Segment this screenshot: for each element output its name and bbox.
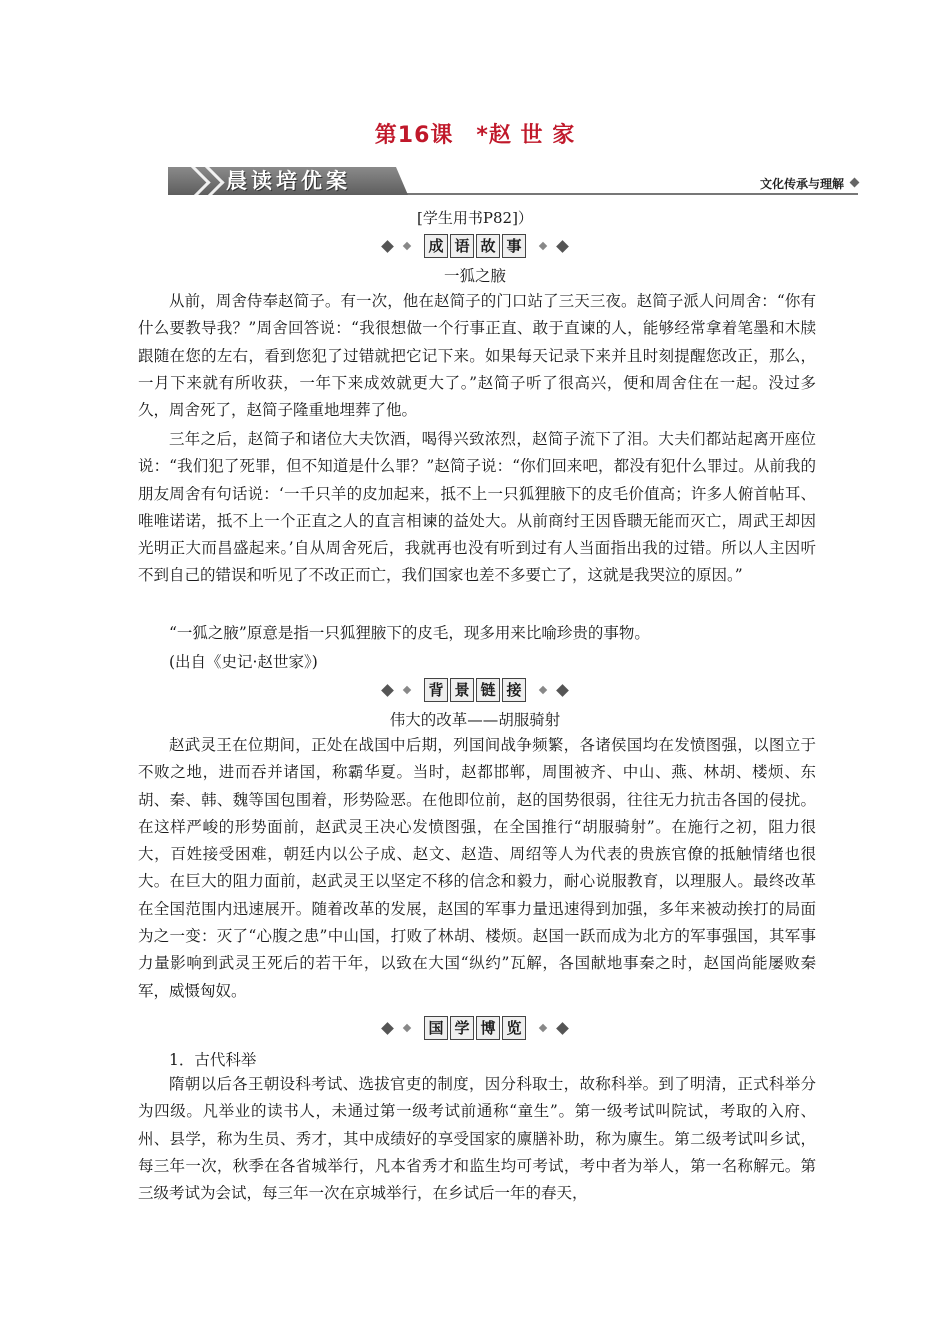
diamond-icon	[539, 1024, 547, 1032]
heading-char: 博	[476, 1016, 500, 1040]
diamond-icon	[403, 242, 411, 250]
diamond-icon	[556, 1022, 569, 1035]
paragraph: 赵武灵王在位期间，正处在战国中后期，列国间战争频繁，各诸侯国均在发愤图强，以图立于不败之地，进而吞并诸国，称霸华夏。当时，赵都邯郸，周围被齐、中山、燕、林胡、楼烦、东胡、秦、韩、魏等国包围着，形势险恶。在他即位前，赵的国势很弱，往往无力抗击各国的侵扰。在这样严峻的形势面前，赵武灵王决心发愤图强，在全国推行“胡服骑射”。在施行之初，阻力很大，百姓接受困难，朝廷内以公子成、赵文、赵造、周绍等人为代表的贵族官僚的抵触情绪也很大。在巨大的阻力面前，赵武灵王以坚定不移的信念和毅力，耐心说服教育，以理服人。最终改革在全国范围内迅速展开。随着改革的发展，赵国的军事力量迅速得到加强，多年来被动挨打的局面为之一变：灭了“心腹之患”中山国，打败了林胡、楼烦。赵国一跃而成为北方的军事强国，其军事力量影响到武灵王死后的若干年，以致在大国“纵约”瓦解，各国献地事秦之时，赵国尚能屡败秦军，威慑匈奴。	[138, 736, 816, 1000]
diamond-icon	[539, 242, 547, 250]
diamond-icon	[403, 686, 411, 694]
section-heading-classics	[0, 1017, 950, 1039]
diamond-icon	[539, 686, 547, 694]
heading-char: 景	[450, 678, 474, 702]
diamond-icon	[381, 684, 394, 697]
banner-label: 晨读培优案	[226, 169, 351, 193]
paragraph: 三年之后，赵简子和诸位大夫饮酒，喝得兴致浓烈，赵简子流下了泪。大夫们都站起离开座位说：“我们犯了死罪，但不知道是什么罪？”赵简子说：“你们回来吧，都没有犯什么罪过。从前我的朋友周舍有句话说：‘一千只羊的皮加起来，抵不上一只狐狸腋下的皮毛价值高；许多人俯首帖耳、唯唯诺诺，抵不上一个正直之人的直言相谏的益处大。从前商纣王因昏聩无能而灭亡，周武王却因光明正大而昌盛起来。’自从周舍死后，我就再也没有听到过有人当面指出我的过错。所以人主因听不到自己的错误和听见了不改正而亡，我们国家也差不多要亡了，这就是我哭泣的原因。”	[138, 430, 816, 585]
heading-char: 背	[424, 678, 448, 702]
paragraph: 隋朝以后各王朝设科考试、选拔官吏的制度，因分科取士，故称科举。到了明清，正式科举分为四级。凡举业的读书人，未通过第一级考试前通称“童生”。第一级考试叫院试，考取的入府、州、县学，称为生员、秀才，其中成绩好的享受国家的廪膳补助，称为廪生。第二级考试叫乡试，每三年一次，秋季在各省城举行，凡本省秀才和监生均可考试，考中者为举人，第一名称解元。第三级考试为会试，每三年一次在京城举行，在乡试后一年的春天，	[138, 1075, 816, 1203]
section-subtitle: 一狐之腋	[443, 267, 506, 285]
heading-char: 成	[424, 234, 448, 258]
item-title: 1．古代科举	[169, 1051, 257, 1069]
diamond-icon	[381, 240, 394, 253]
section-heading-idiom-story	[0, 235, 950, 257]
diamond-icon	[403, 1024, 411, 1032]
banner-bar	[168, 167, 858, 197]
heading-char: 事	[502, 234, 526, 258]
lesson-title: 第16课 *赵 世 家	[374, 123, 576, 148]
heading-char: 故	[476, 234, 500, 258]
paragraph: “一狐之腋”原意是指一只狐狸腋下的皮毛，现多用来比喻珍贵的事物。	[169, 624, 650, 642]
diamond-icon	[850, 178, 860, 188]
heading-char: 览	[502, 1016, 526, 1040]
book-reference: [学生用书P82]）	[417, 209, 533, 227]
paragraph: 从前，周舍侍奉赵简子。有一次，他在赵简子的门口站了三天三夜。赵简子派人问周舍：“你有什么要教导我？”周舍回答说：“我很想做一个行事正直、敢于直谏的人，能够经常拿着笔墨和木牍跟随在您的左右，看到您犯了过错就把它记下来。如果每天记录下来并且时刻提醒您改正，那么，一月下来就有所收获，一年下来成效就更大了。”赵简子听了很高兴，便和周舍住在一起。没过多久，周舍死了，赵简子隆重地埋葬了他。	[138, 292, 816, 420]
heading-char: 接	[502, 678, 526, 702]
diamond-icon	[381, 1022, 394, 1035]
section-heading-background	[0, 679, 950, 701]
heading-char: 语	[450, 234, 474, 258]
heading-char: 链	[476, 678, 500, 702]
heading-char: 学	[450, 1016, 474, 1040]
diamond-icon	[556, 684, 569, 697]
section-subtitle: 伟大的改革——胡服骑射	[389, 711, 561, 729]
diamond-icon	[556, 240, 569, 253]
heading-char: 国	[424, 1016, 448, 1040]
banner-right-label: 文化传承与理解	[759, 177, 844, 191]
source-citation: (出自《史记·赵世家》)	[169, 653, 318, 671]
